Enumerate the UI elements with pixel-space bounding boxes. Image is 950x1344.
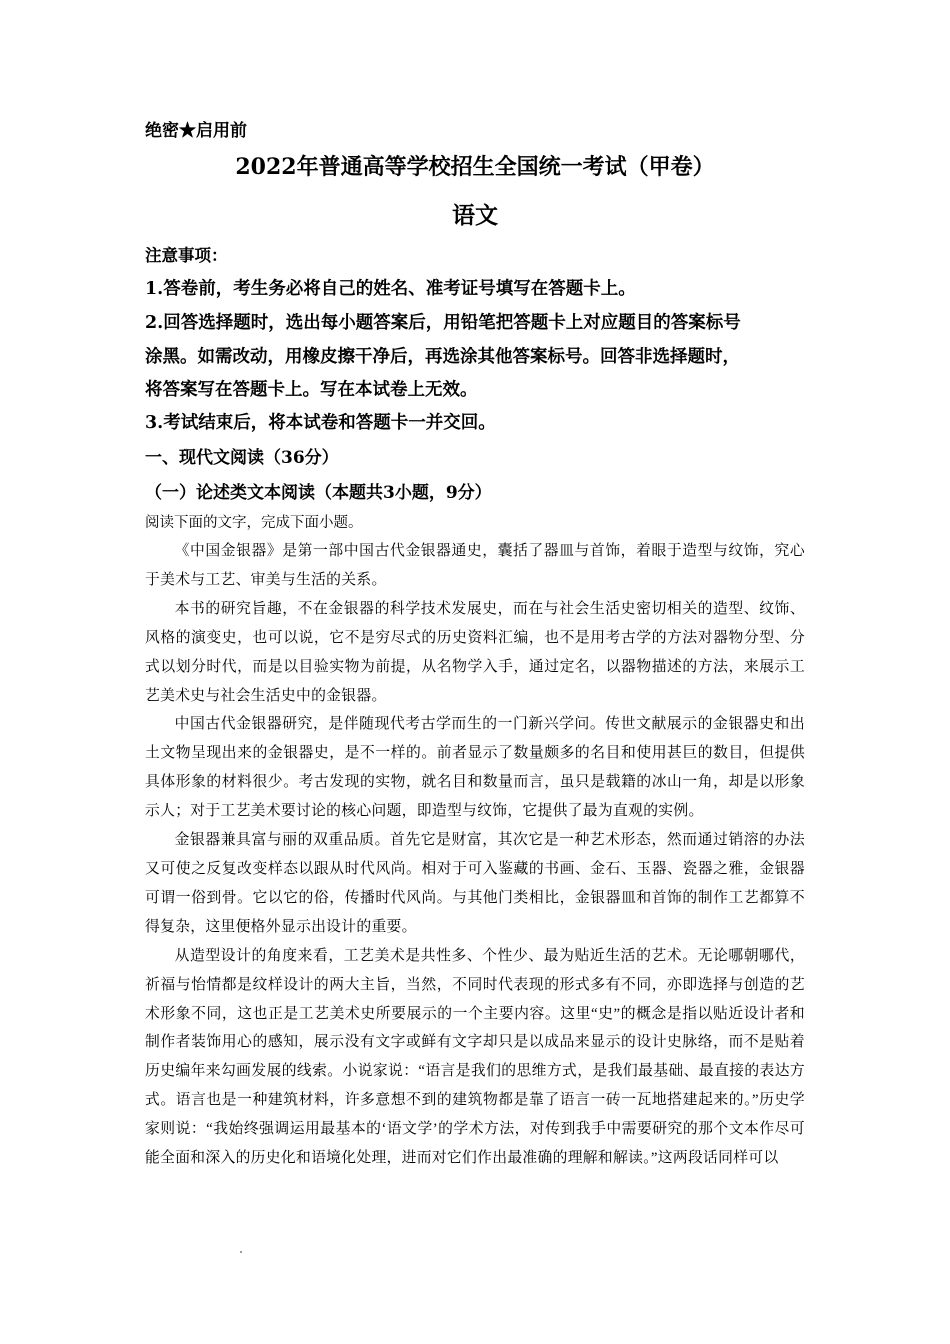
notes-heading: 注意事项： [145,246,228,265]
note-item-2-cont: 涂黑。如需改动，用橡皮擦干净后，再选涂其他答案标号。回答非选择题时， [145,347,740,367]
reading-passage [145,537,805,1173]
note-item-2-cont: 将答案写在答题卡上。写在本试卷上无效。 [145,380,478,400]
subject-title: 语文 [452,202,498,229]
secret-label: 绝密★启用前 [145,121,247,141]
passage-paragraph: 《中国金银器》是第一部中国古代金银器通史，囊括了器皿与首饰，着眼于造型与纹饰，究心于美术与工艺、审美与生活的关系。 [145,543,805,588]
passage-paragraph: 本书的研究旨趣，不在金银器的科学技术发展史，而在与社会生活史密切相关的造型、纹饰、风格的演变史，也可以说，它不是穷尽式的历史资料汇编，也不是用考古学的方法对器物分型、分式以划分时代，而是以目验实物为前提，从名物学入手，通过定名，以器物描述的方法，来展示工艺美术史与社会生活史中的金银器。 [145,600,805,704]
note-item-3: 3.考试结束后，将本试卷和答题卡一并交回。 [145,413,496,433]
passage-paragraph: 金银器兼具富与丽的双重品质。首先它是财富，其次它是一种艺术形态，然而通过销溶的办法又可使之反复改变样态以跟从时代风尚。相对于可入鉴藏的书画、金石、玉器、瓷器之雅，金银器可谓一俗到骨。它以它的俗，传播时代风尚。与其他门类相比，金银器皿和首饰的制作工艺都算不得复杂，这里便格外显示出设计的重要。 [145,832,805,935]
note-item-2: 2.回答选择题时，选出每小题答案后，用铅笔把答题卡上对应题目的答案标号 [145,313,741,333]
page-speck [240,1251,242,1253]
section-title: 一、现代文阅读（36分） [145,448,339,468]
exam-title: 2022年普通高等学校招生全国统一考试（甲卷） [235,154,715,180]
passage-paragraph: 中国古代金银器研究，是伴随现代考古学而生的一门新兴学问。传世文献展示的金银器史和出土文物呈现出来的金银器史，是不一样的。前者显示了数量颇多的名目和使用甚巨的数目，但提供具体形象的材料很少。考古发现的实物，就名目和数量而言，虽只是载籍的冰山一角，却是以形象示人；对于工艺美术要讨论的核心问题，即造型与纹饰，它提供了最为直观的实例。 [145,716,805,820]
passage-paragraph: 从造型设计的角度来看，工艺美术是共性多、个性少、最为贴近生活的艺术。无论哪朝哪代，祈福与怡情都是纹样设计的两大主旨，当然，不同时代表现的形式多有不同，亦即选择与创造的艺术形象不同，这也正是工艺美术史所要展示的一个主要内容。这里“史”的概念是指以贴近设计者和制作者装饰用心的感知，展示没有文字或鲜有文字却只是以成品来显示的设计史脉络，而不是贴着历史编年来勾画发展的线索。小说家说：“语言是我们的思维方式，是我们最基础、最直接的表达方式。语言也是一种建筑材料，许多意想不到的建筑物都是靠了语言一砖一瓦地搭建起来的。”历史学家则说：“我始终强调运用最基本的‘语文学’的学术方法，对传到我手中需要研究的那个文本作尽可能全面和深入的历史化和语境化处理，进而对它们作出最准确的理解和解读。”这两段话同样可以 [145,947,805,1167]
note-item-1: 1.答卷前，考生务必将自己的姓名、准考证号填写在答题卡上。 [145,279,636,299]
subsection-title: （一）论述类文本阅读（本题共3小题，9分） [145,483,492,503]
reading-instruction: 阅读下面的文字，完成下面小题。 [145,515,363,531]
